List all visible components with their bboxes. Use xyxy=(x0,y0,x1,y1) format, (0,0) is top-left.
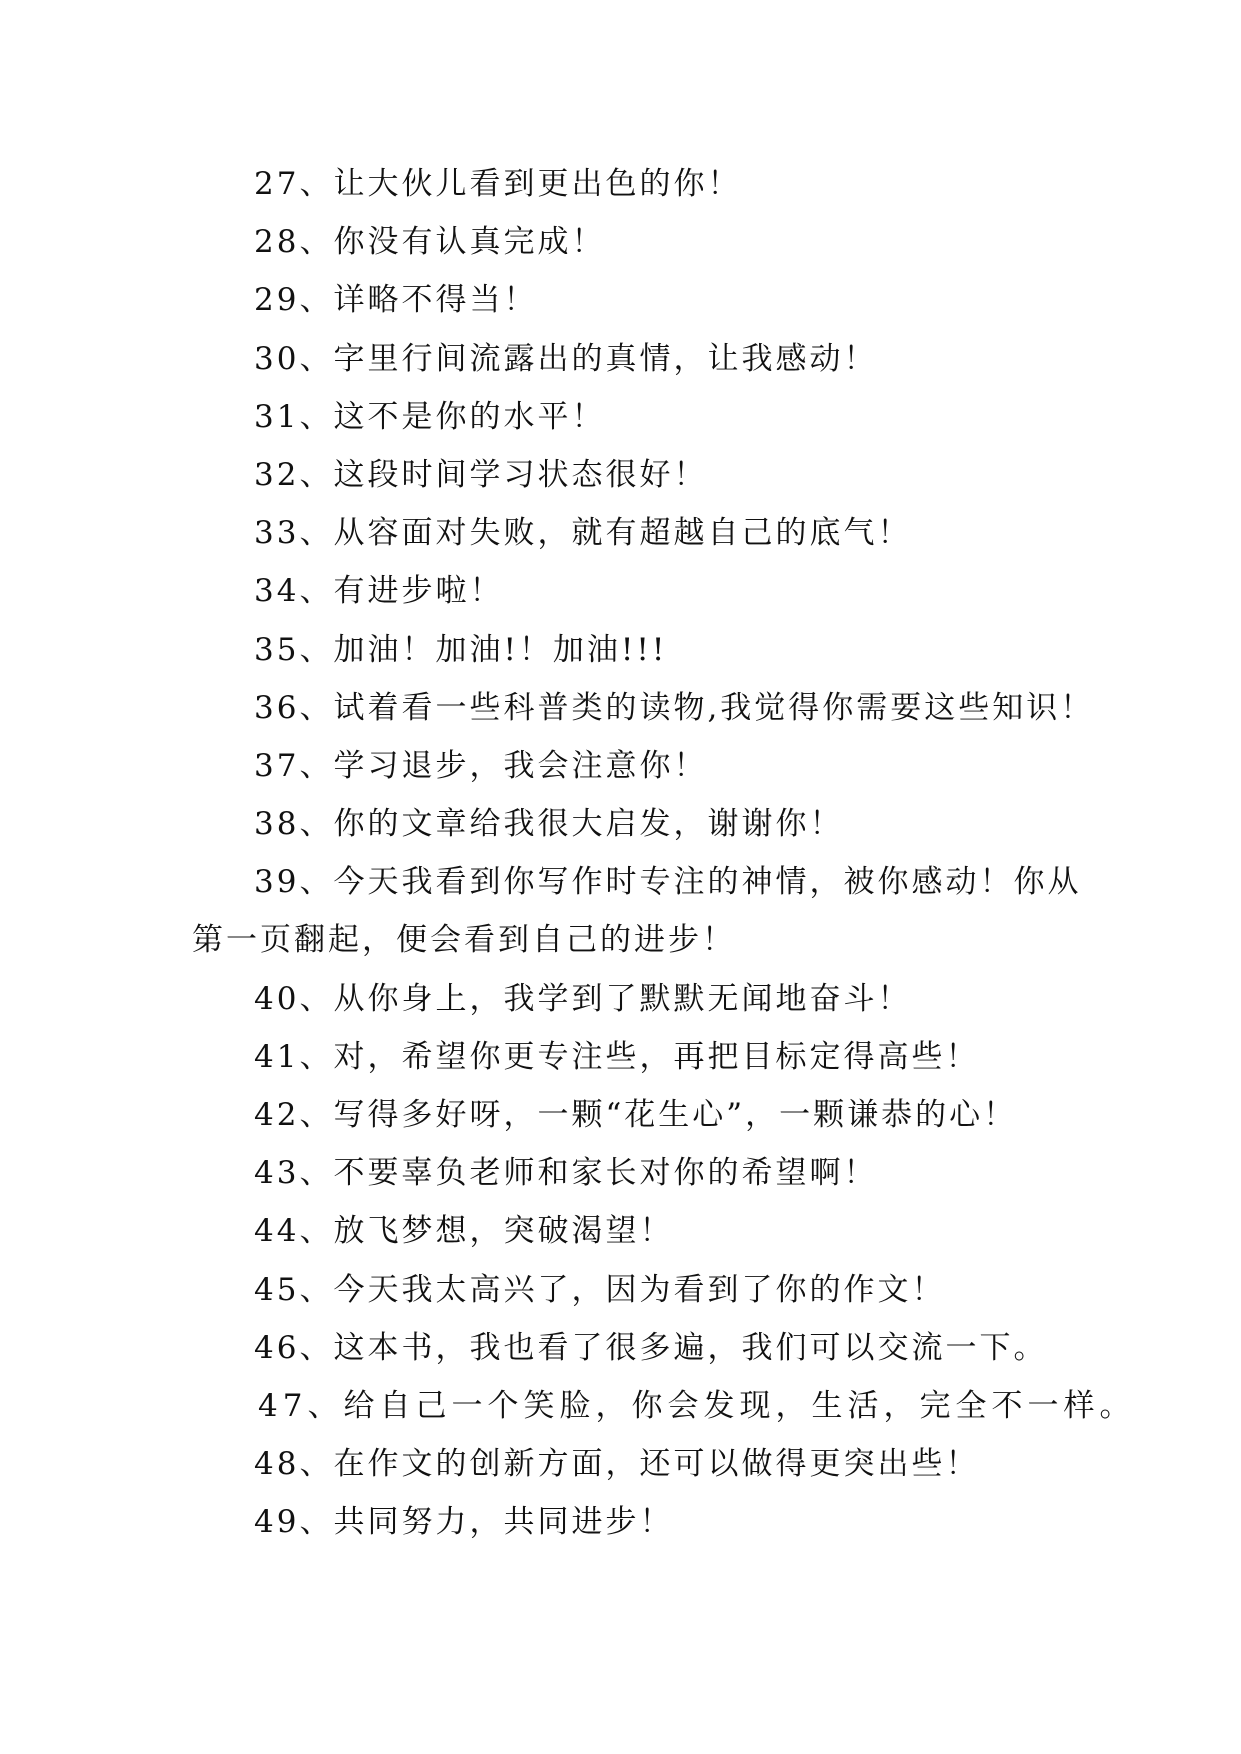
comment-list xyxy=(192,155,1136,1552)
comment-line-32: 32、这段时间学习状态很好！ xyxy=(254,456,708,493)
comment-line-45: 45、今天我太高兴了，因为看到了你的作文！ xyxy=(254,1271,946,1308)
comment-line-28: 28、你没有认真完成！ xyxy=(254,224,606,261)
comment-line-35: 35、加油！加油!！加油!!! xyxy=(254,631,668,668)
comment-line-46: 46、这本书，我也看了很多遍，我们可以交流一下。 xyxy=(254,1329,1048,1366)
comment-line-30: 30、字里行间流露出的真情，让我感动！ xyxy=(254,340,878,377)
comment-line-38: 38、你的文章给我很大启发，谢谢你！ xyxy=(254,806,844,843)
comment-line-34: 34、有进步啦！ xyxy=(254,573,504,610)
comment-line-47: 47、给自己一个笑脸，你会发现，生活，完全不一样。 xyxy=(258,1387,1136,1424)
comment-line-37: 37、学习退步，我会注意你！ xyxy=(254,747,708,784)
comment-line-43: 43、不要辜负老师和家长对你的希望啊！ xyxy=(254,1155,878,1192)
comment-line-39: 39、今天我看到你写作时专注的神情，被你感动！你从 xyxy=(254,864,1082,901)
comment-line-27: 27、让大伙儿看到更出色的你！ xyxy=(254,166,742,202)
comment-line-48: 48、在作文的创新方面，还可以做得更突出些！ xyxy=(254,1446,980,1483)
comment-line-36: 36、试着看一些科普类的读物,我觉得你需要这些知识！ xyxy=(254,689,1095,726)
comment-line-42: 42、写得多好呀，一颗“花生心”，一颗谦恭的心！ xyxy=(254,1097,1018,1133)
comment-line-40: 40、从你身上，我学到了默默无闻地奋斗！ xyxy=(254,980,912,1017)
comment-line-44: 44、放飞梦想，突破渴望！ xyxy=(254,1213,674,1250)
comment-line-29: 29、详略不得当！ xyxy=(254,282,538,319)
comment-line-49: 49、共同努力，共同进步！ xyxy=(254,1504,674,1541)
comment-line-41: 41、对，希望你更专注些，再把目标定得高些！ xyxy=(254,1038,980,1075)
comment-line-39-continued: 第一页翻起，便会看到自己的进步！ xyxy=(192,922,736,959)
comment-line-31: 31、这不是你的水平！ xyxy=(254,398,606,435)
comment-line-33: 33、从容面对失败，就有超越自己的底气！ xyxy=(254,515,912,552)
